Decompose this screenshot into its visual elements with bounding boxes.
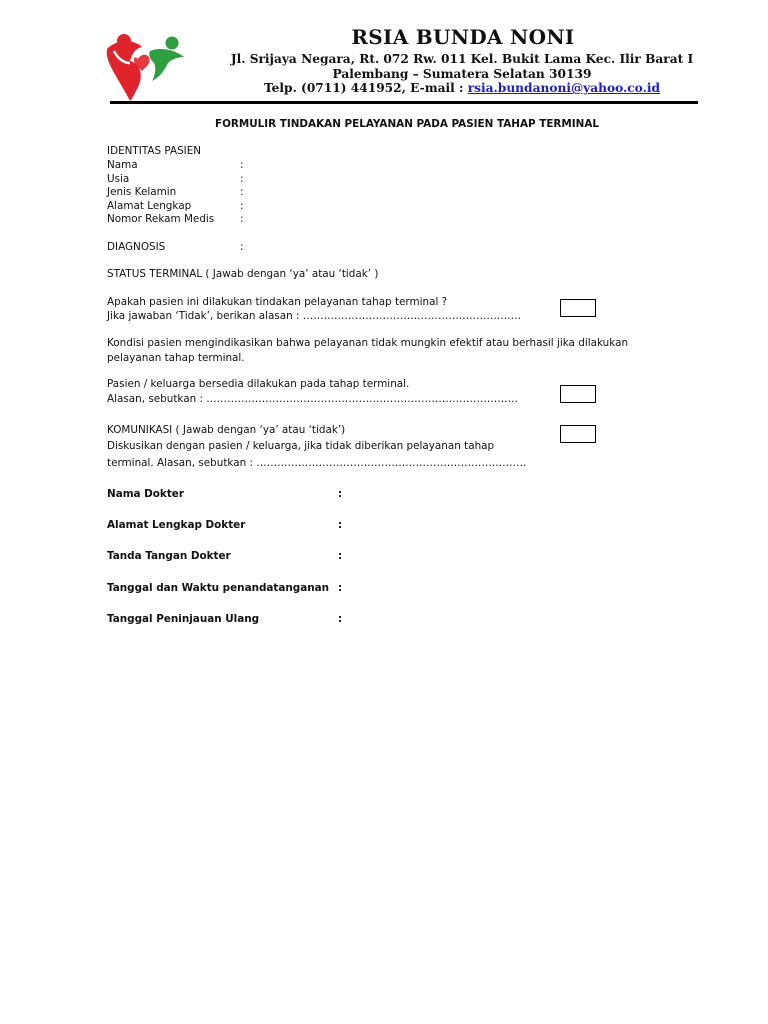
q2-followup: Alasan, sebutkan : ……………………………………………………………………………… (107, 393, 519, 405)
doctor-name-colon: : (338, 488, 343, 500)
diagnosis-colon: : (240, 241, 244, 253)
q1-answer-box[interactable] (560, 299, 596, 317)
contact-phone: Telp. (0711) 441952, E-mail : (264, 81, 468, 95)
q2-answer-box[interactable] (560, 385, 596, 403)
form-title: FORMULIR TINDAKAN PELAYANAN PADA PASIEN TAHAP TERMINAL (214, 118, 600, 130)
doctor-address-colon: : (338, 519, 343, 531)
field-jenis-kelamin-colon: : (240, 186, 244, 198)
address-line-1: Jl. Srijaya Negara, Rt. 072 Rw. 011 Kel. Bukit Lama Kec. Ilir Barat I (230, 52, 694, 66)
logo-mother-figure (107, 34, 142, 101)
communication-answer-box[interactable] (560, 425, 596, 443)
hospital-name: RSIA BUNDA NONI (351, 25, 575, 49)
field-usia-label: Usia (107, 173, 130, 185)
hospital-logo (104, 29, 188, 101)
doctor-signature-colon: : (338, 550, 343, 562)
review-date-label: Tanggal Peninjauan Ulang (107, 613, 260, 625)
q2-question: Pasien / keluarga bersedia dilakukan pada tahap terminal. (107, 378, 410, 390)
communication-line-1: Diskusikan dengan pasien / keluarga, jika tidak diberikan pelayanan tahap (107, 440, 495, 452)
signing-datetime-label: Tanggal dan Waktu penandatanganan (107, 582, 330, 594)
address-line-2: Palembang – Sumatera Selatan 30139 (332, 67, 592, 81)
condition-line-1: Kondisi pasien mengindikasikan bahwa pelayanan tidak mungkin efektif atau berhasil jika dilakukan (107, 337, 629, 349)
header-divider (110, 101, 698, 104)
doctor-signature-label: Tanda Tangan Dokter (107, 550, 231, 562)
diagnosis-label: DIAGNOSIS (107, 241, 166, 253)
logo-child-figure (149, 37, 184, 82)
field-alamat-label: Alamat Lengkap (107, 200, 192, 212)
communication-line-2: terminal. Alasan, sebutkan : …………………………………………………………………… (107, 457, 527, 469)
signing-datetime-colon: : (338, 582, 343, 594)
field-usia-colon: : (240, 173, 244, 185)
communication-heading: KOMUNIKASI ( Jawab dengan ‘ya’ atau ‘tidak’) (107, 424, 346, 436)
field-nama-colon: : (240, 159, 244, 171)
field-rekam-medis-colon: : (240, 213, 244, 225)
doctor-name-label: Nama Dokter (107, 488, 184, 500)
doctor-address-label: Alamat Lengkap Dokter (107, 519, 246, 531)
field-jenis-kelamin-label: Jenis Kelamin (107, 186, 177, 198)
q1-question: Apakah pasien ini dilakukan tindakan pelayanan tahap terminal ? (107, 296, 448, 308)
field-alamat-colon: : (240, 200, 244, 212)
q1-followup: Jika jawaban ‘Tidak’, berikan alasan : ……………………………………………………… (107, 310, 522, 322)
field-nama-label: Nama (107, 159, 138, 171)
review-date-colon: : (338, 613, 343, 625)
email-link[interactable]: rsia.bundanoni@yahoo.co.id (467, 81, 660, 95)
status-terminal-heading: STATUS TERMINAL ( Jawab dengan ‘ya’ atau ‘tidak’ ) (107, 268, 379, 280)
condition-line-2: pelayanan tahap terminal. (107, 352, 245, 364)
identity-heading: IDENTITAS PASIEN (107, 145, 202, 157)
contact-line (212, 81, 712, 95)
field-rekam-medis-label: Nomor Rekam Medis (107, 213, 215, 225)
